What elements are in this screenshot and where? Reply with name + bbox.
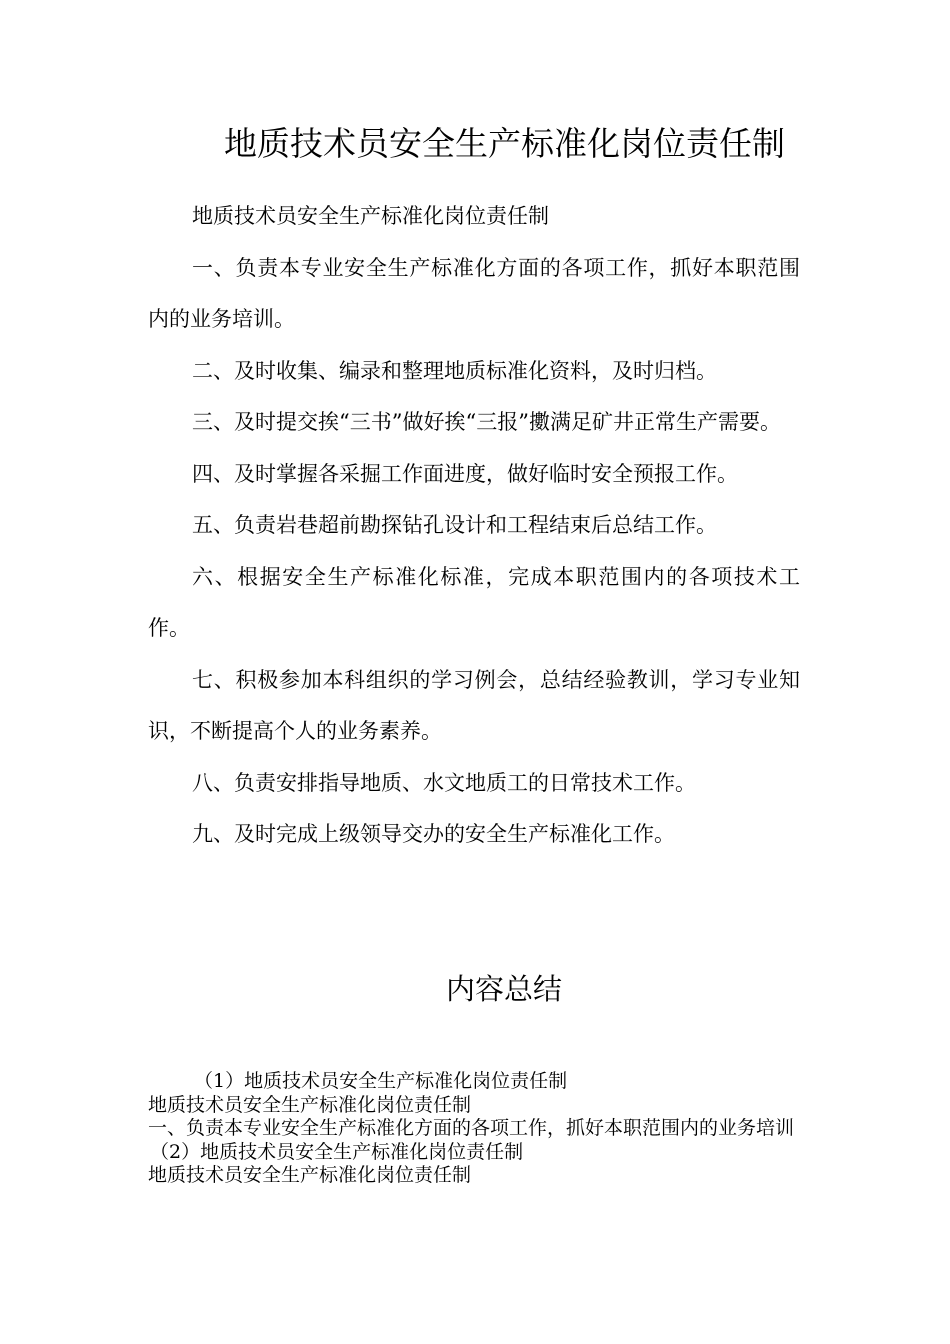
paragraph-item-9: 九、及时完成上级领导交办的安全生产标准化工作。 (192, 822, 675, 846)
paragraph-item-4: 四、及时掌握各采掘工作面进度，做好临时安全预报工作。 (192, 461, 738, 486)
paragraph-item-5: 五、负责岩巷超前勘探钻孔设计和工程结束后总结工作。 (192, 513, 717, 537)
paragraph-item-7: 七、积极参加本科组织的学习例会，总结经验教训，学习专业知识，不断提高个人的业务素养。 (148, 667, 800, 743)
document-title: 地质技术员安全生产标准化岗位责任制 (224, 124, 785, 163)
paragraph-heading: 地质技术员安全生产标准化岗位责任制 (192, 204, 549, 228)
paragraph-item-1: 一、负责本专业安全生产标准化方面的各项工作，抓好本职范围内的业务培训。 (148, 255, 800, 331)
summary-line: （2）地质技术员安全生产标准化岗位责任制 (150, 1140, 524, 1163)
document-body (148, 191, 800, 861)
summary-block (148, 1070, 803, 1188)
summary-line: 一、负责本专业安全生产标准化方面的各项工作，抓好本职范围内的业务培训 (148, 1117, 795, 1139)
summary-line: （1）地质技术员安全生产标准化岗位责任制 (194, 1070, 568, 1092)
paragraph-item-2: 二、及时收集、编录和整理地质标准化资料，及时归档。 (192, 358, 717, 383)
summary-title: 内容总结 (445, 972, 562, 1006)
paragraph-item-6: 六、根据安全生产标准化标准，完成本职范围内的各项技术工作。 (148, 564, 800, 640)
paragraph-item-3: 三、及时提交挨“三书”做好挨“三报”擻满足矿井正常生产需要。 (192, 410, 781, 434)
paragraph-item-8: 八、负责安排指导地质、水文地质工的日常技术工作。 (192, 770, 696, 795)
summary-line: 地质技术员安全生产标准化岗位责任制 (148, 1164, 472, 1186)
summary-line: 地质技术员安全生产标准化岗位责任制 (148, 1093, 472, 1116)
